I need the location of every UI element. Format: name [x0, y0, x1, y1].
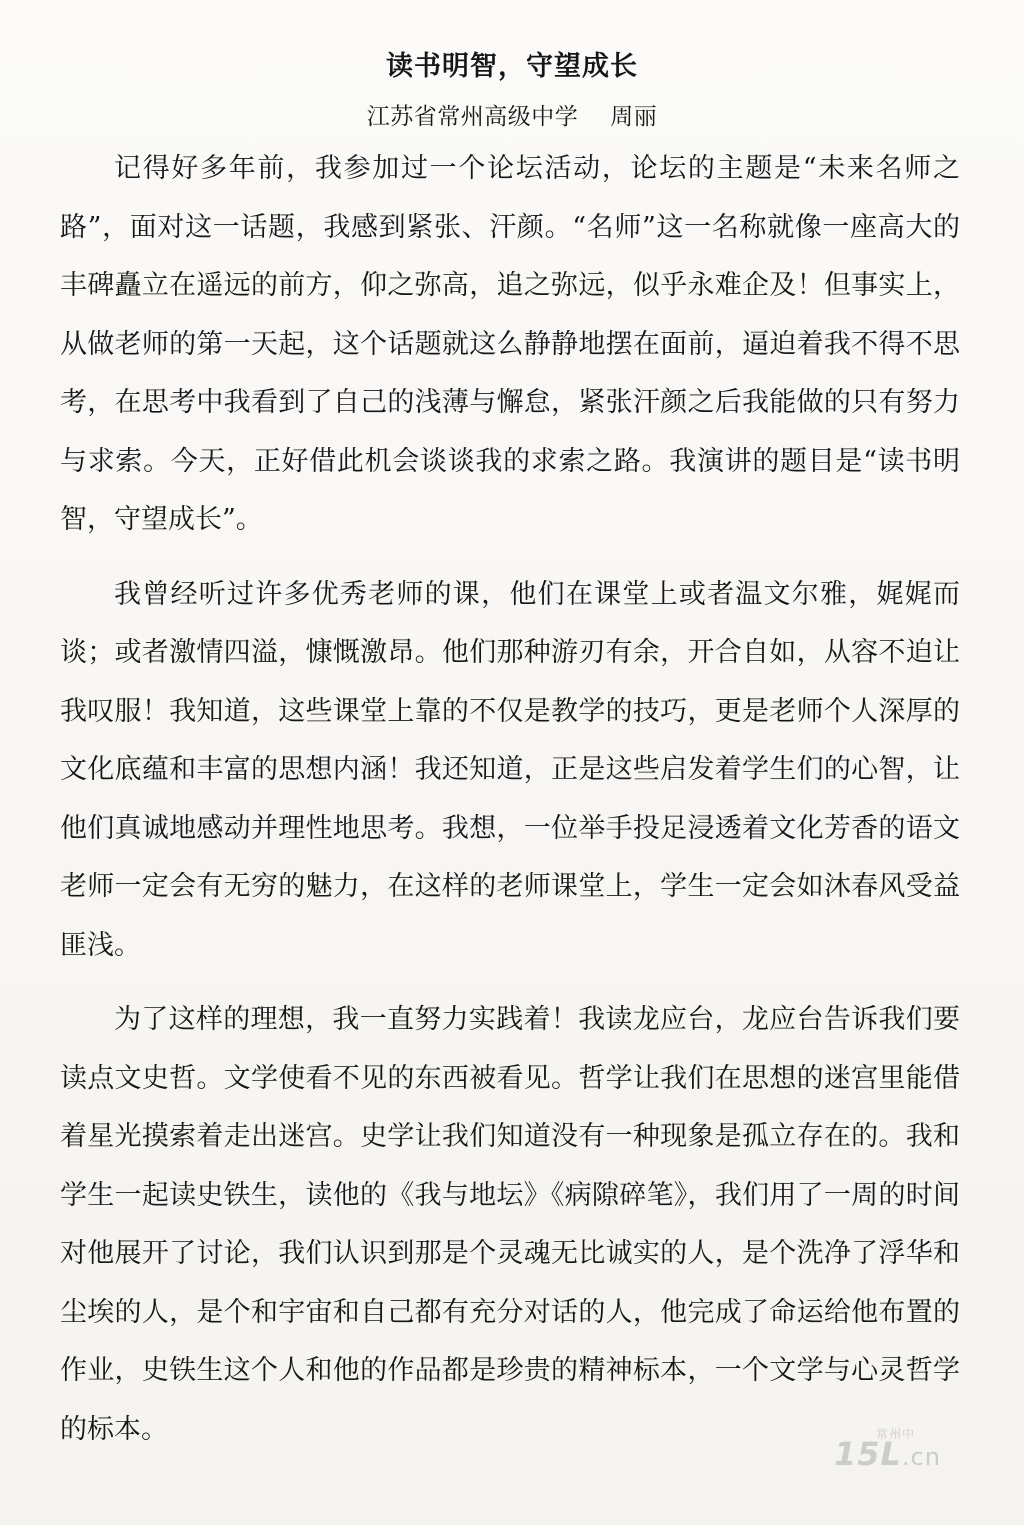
- author-line: [0, 98, 1024, 131]
- author-school: 江苏省常州高级中学: [366, 104, 579, 130]
- article-body: [60, 140, 960, 1459]
- author-name: 周丽: [610, 104, 658, 130]
- watermark-tld: .cn: [901, 1443, 941, 1471]
- paragraph-1: 记得好多年前，我参加过一个论坛活动，论坛的主题是“未来名师之路”，面对这一话题，我感到紧张、汗颜。“名师”这一名称就像一座高大的丰碑矗立在遥远的前方，仰之弥高，追之弥远，似乎永难企及！但事实上，从做老师的第一天起，这个话题就这么静静地摆在面前，逼迫着我不得不思考，在思考中我看到了自己的浅薄与懈怠，紧张汗颜之后我能做的只有努力与求索。今天，正好借此机会谈谈我的求索之路。我演讲的题目是“读书明智，守望成长”。: [60, 153, 960, 535]
- paragraph-3: 为了这样的理想，我一直努力实践着！我读龙应台，龙应台告诉我们要读点文史哲。文学使看不见的东西被看见。哲学让我们在思想的迷宫里能借着星光摸索着走出迷宫。史学让我们知道没有一种现象是孤立存在的。我和学生一起读史铁生，读他的《我与地坛》《病隙碎笔》，我们用了一周的时间对他展开了讨论，我们认识到那是个灵魂无比诚实的人，是个洗净了浮华和尘埃的人，是个和宇宙和自己都有充分对话的人，他完成了命运给他布置的作业，史铁生这个人和他的作品都是珍贵的精神标本，一个文学与心灵哲学的标本。: [60, 1004, 960, 1445]
- site-watermark: [834, 1425, 984, 1473]
- watermark-main-text: [834, 1435, 941, 1473]
- watermark-brand: 15L: [834, 1435, 902, 1473]
- watermark-top-text: 常州中: [876, 1427, 916, 1441]
- paragraph-2: 我曾经听过许多优秀老师的课，他们在课堂上或者温文尔雅，娓娓而谈；或者激情四溢，慷慨激昂。他们那种游刃有余，开合自如，从容不迫让我叹服！我知道，这些课堂上靠的不仅是教学的技巧，更是老师个人深厚的文化底蕴和丰富的思想内涵！我还知道，正是这些启发着学生们的心智，让他们真诚地感动并理性地思考。我想，一位举手投足浸透着文化芳香的语文老师一定会有无穷的魅力，在这样的老师课堂上，学生一定会如沐春风受益匪浅。: [60, 578, 960, 961]
- article-title: 读书明智，守望成长: [386, 51, 638, 82]
